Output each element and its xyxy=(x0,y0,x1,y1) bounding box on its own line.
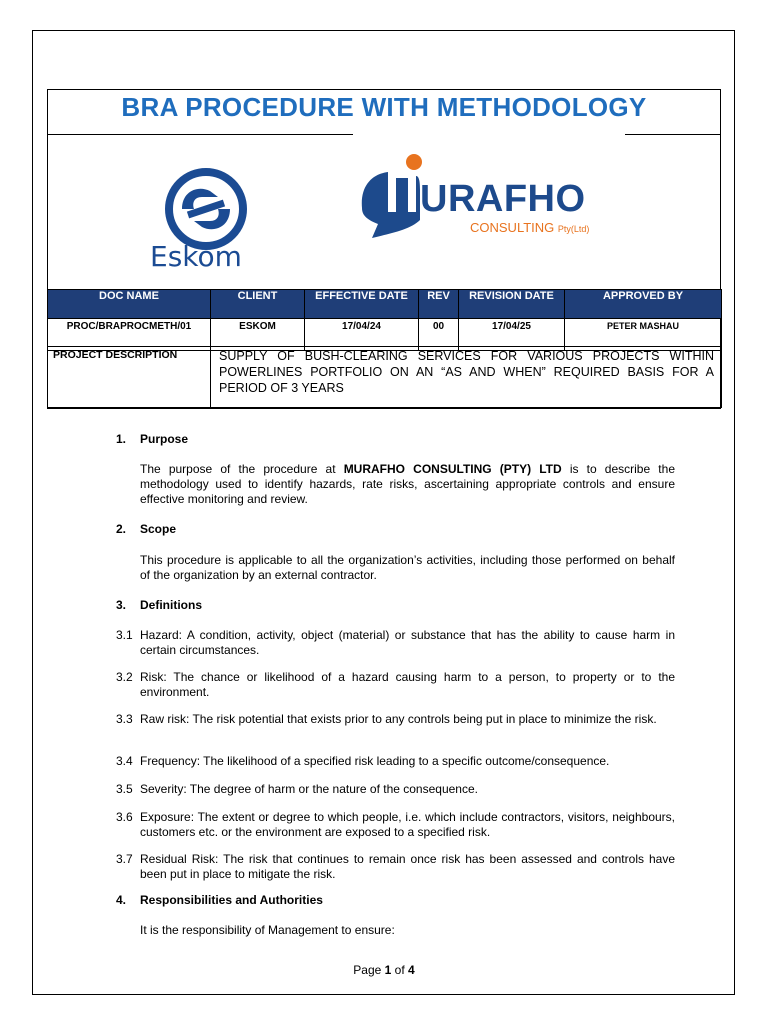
document-title: BRA PROCEDURE WITH METHODOLOGY xyxy=(121,92,647,122)
company-name: MURAFHO CONSULTING (PTY) LTD xyxy=(343,462,562,476)
cell-rev: 00 xyxy=(419,319,459,351)
definition-number: 3.7 xyxy=(116,852,133,866)
header-rev: REV xyxy=(419,290,459,319)
cell-doc-name: PROC/BRAPROCMETH/01 xyxy=(48,319,211,351)
title-divider-right xyxy=(625,134,721,135)
definition-frequency: Frequency: The likelihood of a specified risk leading to a specific outcome/consequence. xyxy=(140,754,610,768)
definition-number: 3.6 xyxy=(116,810,133,824)
purpose-paragraph: The purpose of the procedure at MURAFHO CONSULTING (PTY) LTD is to describe the methodology used to identify hazards, rate risks, ascertaining appropriate controls and ensure effective monitoring and review. xyxy=(140,462,675,506)
responsibilities-paragraph: It is the responsibility of Management to ensure: xyxy=(140,923,395,937)
header-client: CLIENT xyxy=(211,290,305,319)
header-revision-date: REVISION DATE xyxy=(459,290,565,319)
section-1-number: 1. xyxy=(116,432,127,446)
section-3-heading: Definitions xyxy=(140,598,202,612)
project-description-value: SUPPLY OF BUSH-CLEARING SERVICES FOR VARIOUS PROJECTS WITHIN POWERLINES PORTFOLIO ON AN “AS AND WHEN” REQUIRED BASIS FOR A PERIOD OF 3 YEARS xyxy=(211,347,722,408)
definition-severity: Severity: The degree of harm or the nature of the consequence. xyxy=(140,782,478,796)
definition-exposure: Exposure: The extent or degree to which people, i.e. which include contractors, visitors, neighbours, customers etc. or the environment are exposed to a specified risk. xyxy=(140,810,675,839)
section-1-heading: Purpose xyxy=(140,432,189,446)
title-divider-left xyxy=(47,134,353,135)
scope-paragraph: This procedure is applicable to all the organization’s activities, including those performed on behalf of the organization by an external contractor. xyxy=(140,553,675,582)
section-2-heading: Scope xyxy=(140,522,177,536)
definition-number: 3.4 xyxy=(116,754,133,768)
cell-effective-date: 17/04/24 xyxy=(305,319,419,351)
murafho-logo-text: URAFHO xyxy=(420,178,586,220)
table-header-row xyxy=(48,290,722,319)
murafho-logo-subtitle: CONSULTING Pty(Ltd) xyxy=(470,220,590,235)
definition-risk: Risk: The chance or likelihood of a hazard causing harm to a person, to property or to the environment. xyxy=(140,670,675,699)
section-4-number: 4. xyxy=(116,893,127,907)
definition-residual-risk: Residual Risk: The risk that continues to remain once risk has been assessed and controls have been put in place to mitigate the risk. xyxy=(140,852,675,881)
section-4-heading: Responsibilities and Authorities xyxy=(140,893,323,907)
cell-approved-by: PETER MASHAU xyxy=(565,319,722,351)
header-effective-date: EFFECTIVE DATE xyxy=(305,290,419,319)
section-2-number: 2. xyxy=(116,522,127,536)
section-3-number: 3. xyxy=(116,598,127,612)
project-description-table xyxy=(47,346,722,408)
header-approved-by: APPROVED BY xyxy=(565,290,722,319)
definition-number: 3.2 xyxy=(116,670,133,684)
definition-number: 3.5 xyxy=(116,782,133,796)
document-info-table xyxy=(47,289,722,351)
eskom-logo-text: Eskom xyxy=(150,240,242,273)
header-doc-name: DOC NAME xyxy=(48,290,211,319)
cell-revision-date: 17/04/25 xyxy=(459,319,565,351)
cell-client: ESKOM xyxy=(211,319,305,351)
page-number: Page 1 of 4 xyxy=(353,963,415,977)
definition-raw-risk: Raw risk: The risk potential that exists prior to any controls being put in place to minimize the risk. xyxy=(140,712,657,726)
definition-hazard: Hazard: A condition, activity, object (material) or substance that has the ability to cause harm in certain circumstances. xyxy=(140,628,675,657)
definition-number: 3.3 xyxy=(116,712,133,726)
project-description-label: PROJECT DESCRIPTION xyxy=(48,347,211,408)
definition-number: 3.1 xyxy=(116,628,133,642)
